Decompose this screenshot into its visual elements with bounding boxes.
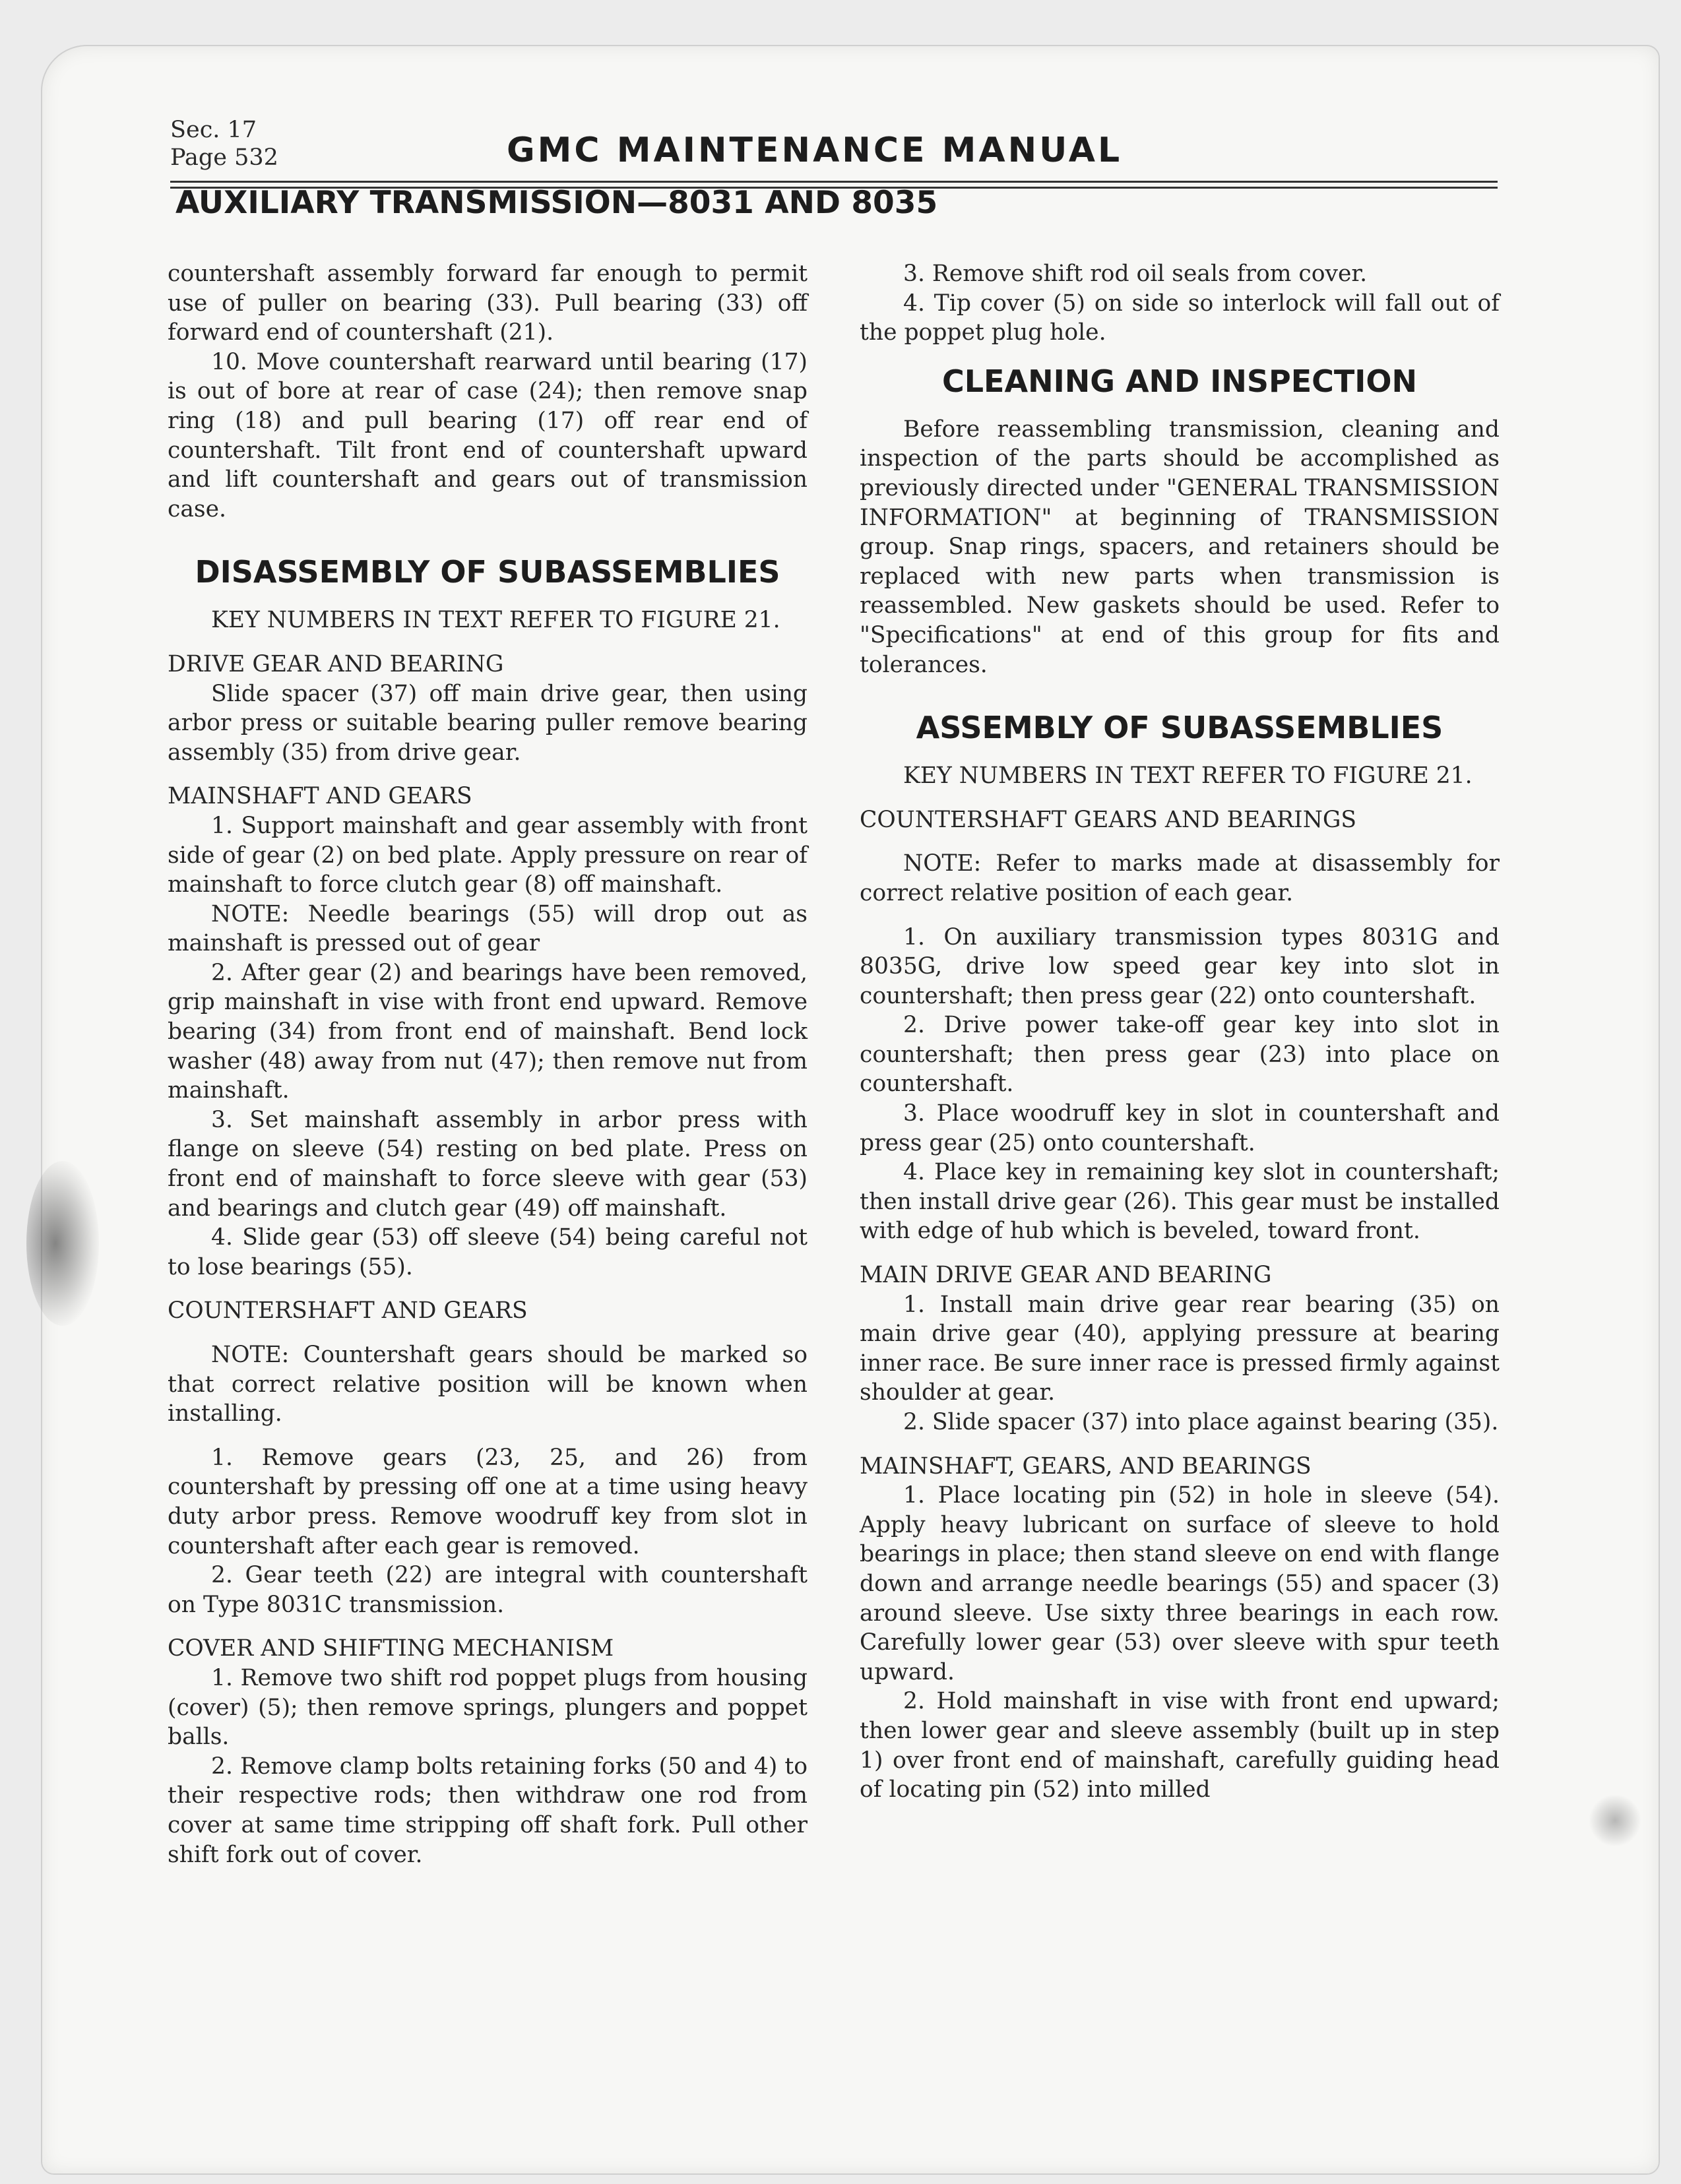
subheading-countershaft: COUNTERSHAFT AND GEARS [168,1297,528,1325]
heading-cleaning: CLEANING AND INSPECTION [941,363,1417,399]
subheading-mainshaft-gears-bearings: MAINSHAFT, GEARS, AND BEARINGS [860,1452,1312,1480]
mainshaft-step-3: 3. Set mainshaft assembly in arbor press with flange on sleeve (54) resting on bed plate. Press on front end of mainshaft to force sleeve with gear (53) and bearings and clutch gear (49) off mainshaft. [168,1106,808,1222]
mainshaft-assembly-step-2: 2. Hold mainshaft in vise with front end upward; then lower gear and sleeve assembly (built up in step 1) over front end of mainshaft, carefully guiding head of locating pin (52) into milled [860,1688,1500,1803]
mainshaft-step-4: 4. Slide gear (53) off sleeve (54) being careful not to lose bearings (55). [168,1224,808,1280]
countershaft-gears-note: NOTE: Refer to marks made at disassembly for correct relative position of each gear. [860,850,1500,906]
mainshaft-step-1: 1. Support mainshaft and gear assembly with front side of gear (2) on bed plate. Apply pressure on rear of mainshaft to force clutch gear (8) off mainshaft. [168,812,808,898]
cover-step-4: 4. Tip cover (5) on side so interlock will fall out of the poppet plug hole. [860,290,1500,346]
page-number: Page 532 [170,144,278,171]
key-numbers-note: KEY NUMBERS IN TEXT REFER TO FIGURE 21. [211,607,780,634]
subheading-drive-gear: DRIVE GEAR AND BEARING [168,650,504,677]
countershaft-step-2: 2. Gear teeth (22) are integral with countershaft on Type 8031C transmission. [168,1562,808,1618]
chapter-title: AUXILIARY TRANSMISSION—8031 AND 8035 [175,185,938,221]
countershaft-gears-step-4: 4. Place key in remaining key slot in countershaft; then install drive gear (26). This gear must be installed with edge of hub which is beveled, toward front. [860,1159,1500,1245]
binder-hole [1589,1794,1641,1847]
mainshaft-note: NOTE: Needle bearings (55) will drop out as mainshaft is pressed out of gear [168,900,808,957]
cleaning-text: Before reassembling transmission, cleaning and inspection of the parts should be accomplished as previously directed under "GENERAL TRANSMISSION INFORMATION" at beginning of TRANSMISSION group. Snap rings, spacers, and retainers should be replaced with new parts when transmission is reassembled. New gaskets should be used. Refer to "Specifications" at end of this group for fits and tolerances. [860,416,1500,678]
heading-assembly: ASSEMBLY OF SUBASSEMBLIES [916,710,1443,746]
subheading-main-drive-gear: MAIN DRIVE GEAR AND BEARING [860,1262,1272,1289]
drive-gear-text: Slide spacer (37) off main drive gear, then using arbor press or suitable bearing puller remove bearing assembly (35) from drive gear. [168,680,808,766]
main-drive-step-2: 2. Slide spacer (37) into place against bearing (35). [903,1409,1499,1435]
main-drive-step-1: 1. Install main drive gear rear bearing (35) on main drive gear (40), applying pressure at bearing inner race. Be sure inner race is pressed firmly against shoulder at gear. [860,1291,1500,1406]
cover-step-1: 1. Remove two shift rod poppet plugs from housing (cover) (5); then remove springs, plungers and poppet balls. [168,1664,808,1751]
cover-step-2: 2. Remove clamp bolts retaining forks (50 and 4) to their respective rods; then withdraw one rod from cover at same time stripping off shaft fork. Pull other shift fork out of cover. [168,1753,808,1868]
mainshaft-step-2: 2. After gear (2) and bearings have been removed, grip mainshaft in vise with front end upward. Remove bearing (34) from front end of mainshaft. Bend lock washer (48) away from nut (47); then remove nut from mainshaft. [168,959,808,1104]
manual-title: GMC MAINTENANCE MANUAL [507,131,1123,170]
key-numbers-note: KEY NUMBERS IN TEXT REFER TO FIGURE 21. [903,763,1473,790]
countershaft-gears-step-1: 1. On auxiliary transmission types 8031G and 8035G, drive low speed gear key into slot in countershaft; then press gear (22) onto countershaft. [860,923,1500,1009]
countershaft-note: NOTE: Countershaft gears should be marked so that correct relative position will be known when installing. [168,1342,808,1427]
section-number: Sec. 17 [170,117,257,143]
header-rule-top [170,181,1498,183]
countershaft-step-1: 1. Remove gears (23, 25, and 26) from countershaft by pressing off one at a time using heavy duty arbor press. Remove woodruff key from slot in countershaft after each gear is removed. [168,1444,808,1559]
subheading-cover: COVER AND SHIFTING MECHANISM [168,1635,614,1662]
mainshaft-assembly-step-1: 1. Place locating pin (52) in hole in sleeve (54). Apply heavy lubricant on surface of sleeve to hold bearings in place; then stand sleeve on end with flange down and arrange needle bearings (55) and spacer (3) around sleeve. Use sixty three bearings in each row. Carefully lower gear (53) over sleeve with spur teeth upward. [860,1482,1500,1685]
paragraph: countershaft assembly forward far enough to permit use of puller on bearing (33). Pull bearing (33) off forward end of countershaft (21). [168,261,808,346]
countershaft-gears-step-2: 2. Drive power take-off gear key into slot in countershaft; then press gear (23) into place on countershaft. [860,1012,1500,1098]
heading-disassembly: DISASSEMBLY OF SUBASSEMBLIES [195,554,780,590]
left-column [168,259,808,1869]
scan-smudge [26,1161,99,1326]
subheading-countershaft-gears: COUNTERSHAFT GEARS AND BEARINGS [860,806,1357,833]
cover-step-3: 3. Remove shift rod oil seals from cover. [903,261,1368,287]
section-page-label [170,116,278,172]
right-column [860,259,1500,1805]
step-10: 10. Move countershaft rearward until bearing (17) is out of bore at rear of case (24); then remove snap ring (18) and pull bearing (17) off rear end of countershaft. Tilt front end of countershaft upward and lift countershaft and gears out of transmission case. [168,348,808,522]
subheading-mainshaft: MAINSHAFT AND GEARS [168,783,472,810]
countershaft-gears-step-3: 3. Place woodruff key in slot in countershaft and press gear (25) onto countershaft. [860,1100,1500,1156]
